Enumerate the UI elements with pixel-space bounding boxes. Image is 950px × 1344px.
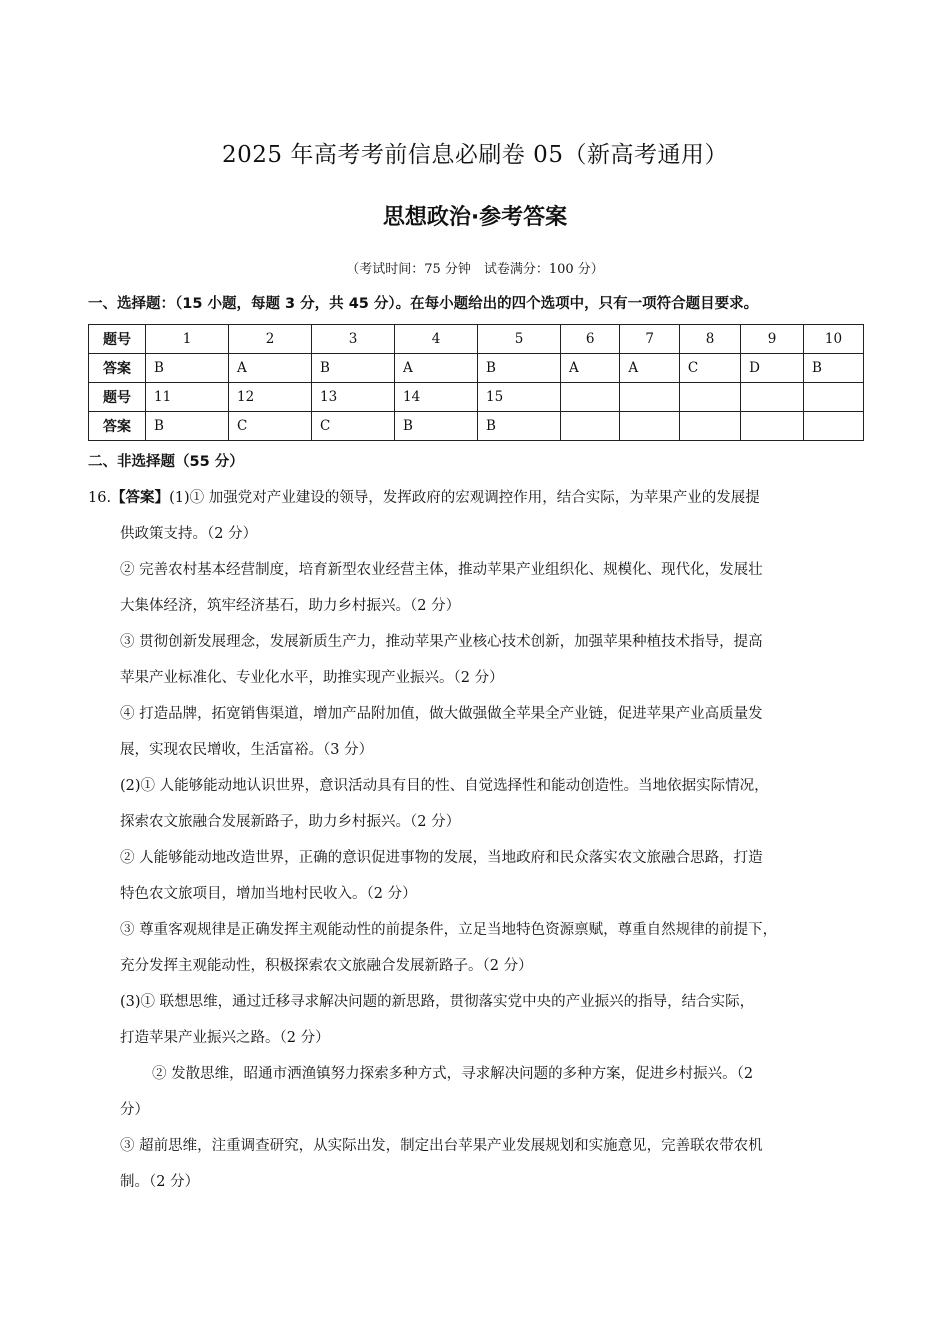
answer-line: 充分发挥主观能动性，积极探索农文旅融合发展新路子。（2 分） (120, 958, 533, 974)
question-number: 10 (803, 325, 863, 354)
question-number: 6 (561, 325, 620, 354)
question-number: 9 (741, 325, 804, 354)
answer-cell (741, 412, 804, 441)
answer-cell: B (312, 354, 395, 383)
answer-body (88, 480, 864, 1200)
answer-line: 特色农文旅项目，增加当地村民收入。（2 分） (120, 886, 417, 902)
question-number: 5 (478, 325, 561, 354)
answer-cell (620, 412, 679, 441)
answer-line: ② 人能够能动地改造世界，正确的意识促进事物的发展，当地政府和民众落实农文旅融合思路，打造 (120, 850, 763, 866)
answer-cell: A (620, 354, 679, 383)
row-label: 题号 (89, 325, 146, 354)
question-number: 1 (146, 325, 229, 354)
answer-text: (1)① 加强党对产业建设的领导，发挥政府的宏观调控作用，结合实际，为苹果产业的发展提 (169, 490, 760, 506)
answer-cell (803, 412, 863, 441)
question-number: 12 (229, 383, 312, 412)
page-subtitle: 思想政治·参考答案 (382, 205, 568, 230)
answer-cell: B (478, 412, 561, 441)
table-row (89, 383, 864, 412)
answer-table (88, 324, 864, 441)
answer-cell: B (146, 412, 229, 441)
answer-line: 供政策支持。（2 分） (120, 526, 258, 542)
answer-cell: B (478, 354, 561, 383)
answer-cell: C (229, 412, 312, 441)
question-number: 11 (146, 383, 229, 412)
answer-line: (3)① 联想思维，通过迁移寻求解决问题的新思路，贯彻落实党中央的产业振兴的指导，结合实际， (120, 994, 755, 1010)
answer-line: 苹果产业标准化、专业化水平，助推实现产业振兴。（2 分） (120, 670, 504, 686)
answer-line: ④ 打造品牌，拓宽销售渠道，增加产品附加值，做大做强做全苹果全产业链，促进苹果产业高质量发 (120, 706, 763, 722)
section1-heading: 一、选择题：（15 小题，每题 3 分，共 45 分）。在每小题给出的四个选项中，只有一项符合题目要求。 (88, 296, 759, 312)
answer-cell (679, 412, 740, 441)
answer-cell: B (395, 412, 478, 441)
answer-cell: B (803, 354, 863, 383)
question-number: 8 (679, 325, 740, 354)
answer-line (88, 480, 864, 516)
table-row (89, 412, 864, 441)
answer-line: ② 完善农村基本经营制度，培育新型农业经营主体，推动苹果产业组织化、规模化、现代化，发展壮 (120, 562, 763, 578)
answer-cell: D (741, 354, 804, 383)
answer-line: ② 发散思维，昭通市洒渔镇努力探索多种方式，寻求解决问题的多种方案，促进乡村振兴。（2 (152, 1066, 754, 1082)
table-row (89, 354, 864, 383)
answer-line: 分） (120, 1102, 149, 1118)
question-number (803, 383, 863, 412)
question-number (561, 383, 620, 412)
answer-line: 打造苹果产业振兴之路。（2 分） (120, 1030, 330, 1046)
section2-heading: 二、非选择题（55 分） (88, 454, 244, 470)
page-title: 2025 年高考考前信息必刷卷 05（新高考通用） (222, 142, 728, 168)
answer-cell: B (146, 354, 229, 383)
answer-cell: A (395, 354, 478, 383)
question-number: 4 (395, 325, 478, 354)
question-number: 2 (229, 325, 312, 354)
answer-cell: C (312, 412, 395, 441)
answer-label: 【答案】 (111, 490, 170, 506)
question-number: 7 (620, 325, 679, 354)
question-number-label: 16. (88, 490, 112, 506)
answer-line: ③ 超前思维，注重调查研究，从实际出发，制定出台苹果产业发展规划和实施意见，完善联农带农机 (120, 1138, 763, 1154)
question-number: 15 (478, 383, 561, 412)
answer-line: (2)① 人能够能动地认识世界，意识活动具有目的性、自觉选择性和能动创造性。当地依据实际情况， (120, 778, 769, 794)
row-label: 答案 (89, 412, 146, 441)
answer-line: ③ 尊重客观规律是正确发挥主观能动性的前提条件，立足当地特色资源禀赋，尊重自然规律的前提下， (120, 922, 778, 938)
answer-cell (561, 412, 620, 441)
answer-cell: A (229, 354, 312, 383)
answer-cell: C (679, 354, 740, 383)
answer-line: 制。（2 分） (120, 1174, 200, 1190)
question-number (741, 383, 804, 412)
question-number (620, 383, 679, 412)
row-label: 题号 (89, 383, 146, 412)
answer-cell: A (561, 354, 620, 383)
answer-line: 展，实现农民增收，生活富裕。（3 分） (120, 742, 374, 758)
answer-line: 大集体经济，筑牢经济基石，助力乡村振兴。（2 分） (120, 598, 461, 614)
row-label: 答案 (89, 354, 146, 383)
question-number: 14 (395, 383, 478, 412)
question-number: 3 (312, 325, 395, 354)
answer-line: ③ 贯彻创新发展理念，发展新质生产力，推动苹果产业核心技术创新，加强苹果种植技术指导，提高 (120, 634, 763, 650)
question-number: 13 (312, 383, 395, 412)
exam-info: （考试时间：75 分钟 试卷满分：100 分） (346, 262, 604, 277)
table-row (89, 325, 864, 354)
answer-line: 探索农文旅融合发展新路子，助力乡村振兴。（2 分） (120, 814, 461, 830)
question-number (679, 383, 740, 412)
